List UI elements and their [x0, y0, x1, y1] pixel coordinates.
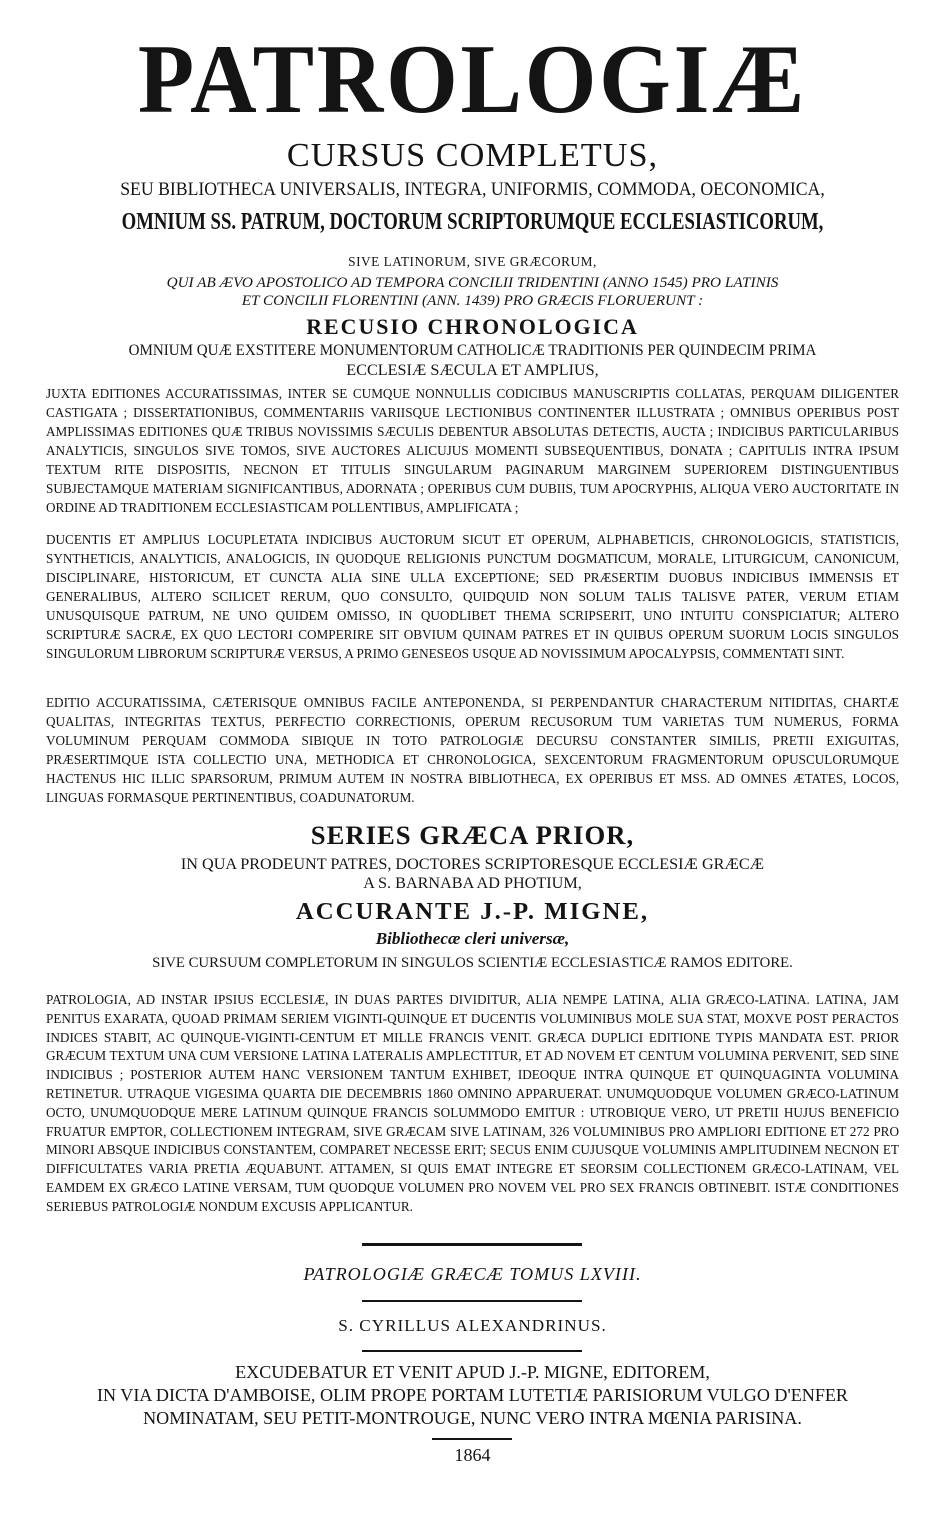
series-line-2: A S. BARNABA AD PHOTIUM, — [363, 874, 582, 892]
paragraph-patrologia: PATROLOGIA, AD INSTAR IPSIUS ECCLESIÆ, IN DUAS PARTES DIVIDITUR, ALIA NEMPE LATINA, ALIA GRÆCO-LATINA. LATINA, JAM PENITUS EXARATA, QUOAD PRIMAM SERIEM VIGINTI-QUINQUE ET DUCENTIS VOLUMINIBUS MOLE SUA STAT, MOXVE POST PERACTOS INDICES STABIT, AC QUINQUE-VIGINTI-CENTUM ET MILLE FRANCIS VENIT. GRÆCA DUPLICI EDITIONE TYPIS MANDATA EST. PRIOR GRÆCUM TEXTUM UNA CUM VERSIONE LATINA LATERALIS AMPLECTITUR, ET AD NOVEM ET CENTUM VOLUMINA PERVENIT, SED SINE INDICIBUS ; POSTERIOR AUTEM HANC VERSIONEM TANTUM EXHIBET, IDEOQUE INTRA QUINQUE ET QUINQUAGINTA VOLUMINA RETINETUR. UTRAQUE VIGESIMA QUARTA DIE DECEMBRIS 1860 OMNINO APPARUERAT. UNUMQUODQUE VOLUMEN GRÆCO-LATINUM OCTO, UNUMQUODQUE MERE LATINUM QUINQUE FRANCIS SOLUMMODO EMITUR : UTROBIQUE VERO, UT PRETII HUJUS BENEFICIO FRUATUR EMPTOR, COLLECTIONEM INTEGRAM, SIVE GRÆCAM SIVE LATINAM, 326 VOLUMINIBUS PRO AMPLIORI EDITIONE ET 272 PRO MINORI ABSQUE INDICIBUS CONSTANTEM, COMPARET NECESSE ERIT; SECUS ENIM CUJUSQUE VOLUMINIS AMPLITUDINEM NECNON ET DIFFICULTATES VARIA PRETIA ÆQUABUNT. ATTAMEN, SI QUIS EMAT INTEGRE ET SEORSIM COLLECTIONEM GRÆCO-LATINAM, VEL EAMDEM EX GRÆCO LATINE VERSAM, TUM QUODQUE VOLUMEN PRO NOVEM VEL PRO SEX FRANCIS OBTINEBIT. ISTÆ CONDITIONES SERIEBUS PATROLOGIÆ NONDUM EXCUSIS APPLICANTUR. — [46, 992, 899, 1214]
bibliothecae-line: Bibliothecæ cleri universæ, — [375, 929, 570, 948]
line-sive: SIVE LATINORUM, SIVE GRÆCORUM, — [348, 254, 597, 269]
sive-cursuum-line: SIVE CURSUUM COMPLETORUM IN SINGULOS SCIENTIÆ ECCLESIASTICÆ RAMOS EDITORE. — [152, 955, 793, 971]
imprint-line-3: NOMINATAM, SEU PETIT-MONTROUGE, NUNC VERO INTRA MŒNIA PARISINA. — [143, 1408, 802, 1428]
subtitle: CURSUS COMPLETUS, — [286, 136, 659, 174]
paragraph-juxta: JUXTA EDITIONES ACCURATISSIMAS, INTER SE CUMQUE NONNULLIS CODICIBUS MANUSCRIPTIS COLLATAS, PERQUAM DILIGENTER CASTIGATA ; DISSERTATIONIBUS, COMMENTARIIS VARIISQUE LECTIONIBUS CONTINENTER ILLUSTRATA ; OMNIBUS OPERIBUS POST AMPLISSIMAS EDITIONES QUÆ TRIBUS NOVISSIMIS SÆCULIS DEBENTUR ABSOLUTAS DETECTIS, AUCTA ; INDICIBUS PARTICULARIBUS ANALYTICIS, SINGULOS SIVE TOMOS, SIVE AUCTORES ALICUJUS MOMENTI SUBSEQUENTIBUS, DONATA ; CAPITULIS INTRA IPSUM TEXTUM RITE DISPOSITIS, NECNON ET TITULIS SINGULARUM PAGINARUM MARGINEM SUPERIOREM DISTINGUENTIBUS SUBJECTAMQUE MATERIAM SIGNIFICANTIBUS, ADORNATA ; OPERIBUS CUM DUBIIS, TUM APOCRYPHIS, ALIQUA VERO AUCTORITATE IN ORDINE AD TRADITIONEM ECCLESIASTICAM POLLENTIBUS, AMPLIFICATA ; — [46, 386, 899, 515]
divider-middle — [362, 1300, 582, 1302]
paragraph-editio: EDITIO ACCURATISSIMA, CÆTERISQUE OMNIBUS FACILE ANTEPONENDA, SI PERPENDANTUR CHARACTERUM NITIDITAS, CHARTÆ QUALITAS, INTEGRITAS TEXTUS, PERFECTIO CORRECTIONIS, OPERUM RECUSORUM TUM VARIETAS TUM NUMERUS, FORMA VOLUMINUM PERQUAM COMMODA SIBIQUE IN TOTO PATROLOGIÆ DECURSU CONSTANTER SIMILIS, PRETII EXIGUITAS, PRÆSERTIMQUE ISTA COLLECTIO UNA, METHODICA ET CHRONOLOGICA, SEXCENTORUM FRAGMENTORUM OPUSCULORUMQUE HACTENUS HIC ILLIC SPARSORUM, PRIMUM AUTEM IN NOSTRA BIBLIOTHECA, EX OPERIBUS ET MSS. AD OMNES ÆTATES, LOCOS, LINGUAS FORMASQUE PERTINENTIBUS, COADUNATORUM. — [46, 695, 899, 805]
year-rule — [432, 1438, 512, 1440]
main-title: PATROLOGIÆ — [137, 25, 808, 134]
imprint-line-2: IN VIA DICTA D'AMBOISE, OLIM PROPE PORTAM LUTETIÆ PARISIORUM VULGO D'ENFER — [97, 1385, 848, 1405]
line-qui-2: ET CONCILII FLORENTINI (ANN. 1439) PRO GRÆCIS FLORUERUNT : — [241, 292, 704, 309]
paragraph-ducentis: DUCENTIS ET AMPLIUS LOCUPLETATA INDICIBUS AUCTORUM SICUT ET OPERUM, ALPHABETICIS, CHRONOLOGICIS, STATISTICIS, SYNTHETICIS, ANALYTICIS, ANALOGICIS, IN QUODQUE RELIGIONIS PUNCTUM DOGMATICUM, MORALE, LITURGICUM, CANONICUM, DISCIPLINARE, HISTORICUM, ET CUNCTA ALIA SINE ULLA EXCEPTIONE; SED PRÆSERTIM DUOBUS INDICIBUS IMMENSIS ET GENERALIBUS, ALTERO SCILICET RERUM, QUO CONSULTO, QUIDQUID NON SOLUM TALIS TALISVE PATER, VERUM ETIAM UNUSQUISQUE PATRUM, NE UNO QUIDEM OMISSO, IN QUODLIBET THEMA SCRIPSERIT, UNO INTUITU CONSPICIATUR; ALTERO SCRIPTURÆ SACRÆ, EX QUO LECTORI COMPERIRE SIT OBVIUM QUINAM PATRES ET IN QUIBUS OPERUM SUORUM LOCIS SINGULOS SINGULORUM LIBRORUM SCRIPTURÆ VERSUS, A PRIMO GENESEOS USQUE AD NOVISSIMUM APOCALYPSIS, COMMENTATI SINT. — [46, 532, 899, 661]
series-line-1: IN QUA PRODEUNT PATRES, DOCTORES SCRIPTORESQUE ECCLESIÆ GRÆCÆ — [180, 855, 765, 873]
editor-line: ACCURANTE J.-P. MIGNE, — [295, 898, 650, 925]
line-seu: SEU BIBLIOTHECA UNIVERSALIS, INTEGRA, UNIFORMIS, COMMODA, OECONOMICA, — [120, 179, 825, 200]
omnium-line-1: OMNIUM QUÆ EXSTITERE MONUMENTORUM CATHOLICÆ TRADITIONIS PER QUINDECIM PRIMA — [128, 341, 817, 359]
recusio-heading: RECUSIO CHRONOLOGICA — [306, 314, 639, 339]
omnium-line-2: ECCLESIÆ SÆCULA ET AMPLIUS, — [346, 361, 599, 379]
year: 1864 — [454, 1445, 491, 1465]
tomus-line: PATROLOGIÆ GRÆCÆ TOMUS LXVIII. — [303, 1264, 642, 1284]
line-omnium: OMNIUM SS. PATRUM, DOCTORUM SCRIPTORUMQUE ECCLESIASTICORUM, — [121, 209, 824, 235]
imprint-line-1: EXCUDEBATUR ET VENIT APUD J.-P. MIGNE, EDITOREM, — [235, 1362, 710, 1382]
divider-bottom — [362, 1350, 582, 1352]
divider-top — [362, 1243, 582, 1246]
line-qui-1: QUI AB ÆVO APOSTOLICO AD TEMPORA CONCILII TRIDENTINI (ANNO 1545) PRO LATINIS — [166, 274, 779, 291]
author-line: S. CYRILLUS ALEXANDRINUS. — [338, 1316, 607, 1335]
series-heading: SERIES GRÆCA PRIOR, — [310, 820, 635, 850]
